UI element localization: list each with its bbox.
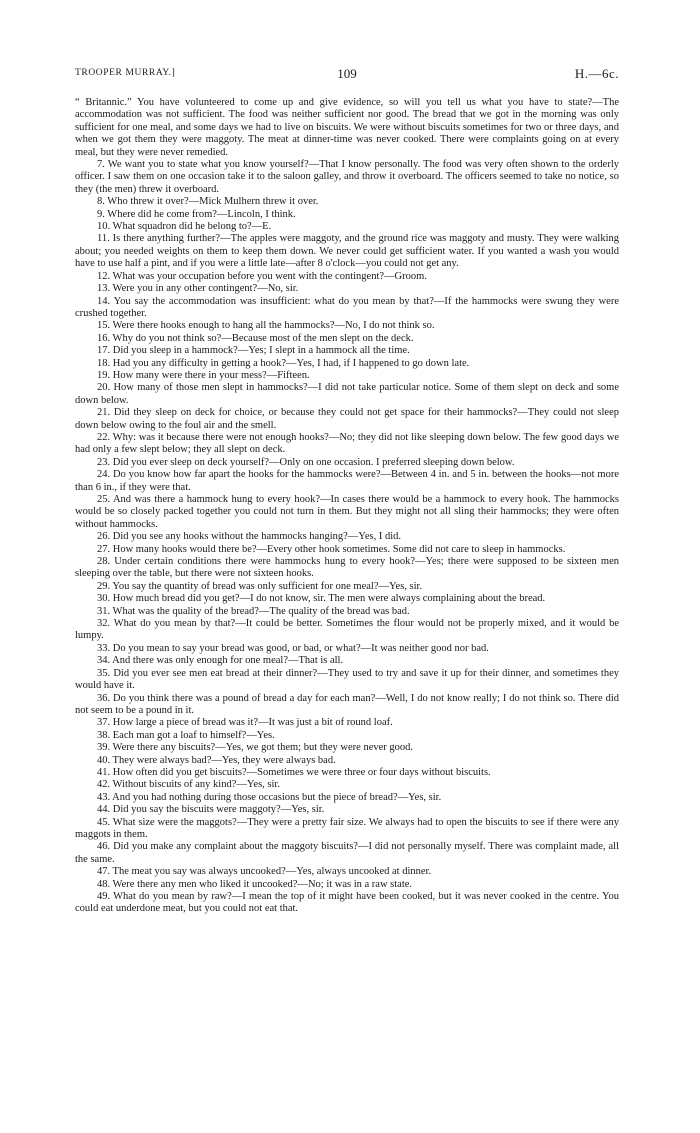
paragraph: 48. Were there any men who liked it uncooked?—No; it was in a raw state.: [97, 878, 413, 890]
paragraph: 45. What size were the maggots?—They were a pretty fair size. We always had to open the biscuits to see if there were any maggots in them.: [75, 816, 619, 840]
paragraph: 30. How much bread did you get?—I do not know, sir. The men were always complaining about the bread.: [97, 593, 546, 605]
paragraph: 32. What do you mean by that?—It could be better. Sometimes the flour would not be properly mixed, and it would be lumpy.: [75, 618, 619, 642]
paragraph: 13. Were you in any other contingent?—No, sir.: [97, 283, 299, 295]
paragraph: 9. Where did he come from?—Lincoln, I think.: [97, 208, 296, 220]
paragraph: 19. How many were there in your mess?—Fifteen.: [97, 369, 310, 381]
page-body: [75, 97, 619, 916]
paragraph: 15. Were there hooks enough to hang all the hammocks?—No, I do not think so.: [97, 320, 435, 332]
paragraph: 17. Did you sleep in a hammock?—Yes; I slept in a hammock all the time.: [97, 345, 410, 357]
paragraph: 31. What was the quality of the bread?—The quality of the bread was bad.: [97, 605, 410, 617]
paragraph: 43. And you had nothing during those occasions but the piece of bread?—Yes, sir.: [97, 791, 442, 803]
paragraph: 7. We want you to state what you know yourself?—That I know personally. The food was very often shown to the orderly officer. I saw them on one occasion take it to the saloon galley, and throw it overboard. The officers seemed to take no notice, so they (the men) threw it overboard.: [75, 159, 619, 195]
paragraph: 41. How often did you get biscuits?—Sometimes we were three or four days without biscuits.: [97, 766, 491, 778]
paragraph: 46. Did you make any complaint about the maggoty biscuits?—I did not personally myself. There was complaint made, all the same.: [75, 841, 619, 865]
paragraph: 24. Do you know how far apart the hooks for the hammocks were?—Between 4 in. and 5 in. between the hooks—not more than 6 in., if they were that.: [75, 469, 619, 493]
page-number: 109: [337, 66, 357, 81]
paragraph: 35. Did you ever see men eat bread at their dinner?—They used to try and save it up for their dinner, and sometimes they would have it.: [75, 667, 619, 692]
paragraph: 34. And there was only enough for one meal?—That is all.: [97, 655, 344, 667]
paragraph: 8. Who threw it over?—Mick Mulhern threw it over.: [97, 196, 319, 208]
paragraph: 18. Had you any difficulty in getting a hook?—Yes, I had, if I happened to go down late.: [97, 357, 470, 369]
paragraph: 27. How many hooks would there be?—Every other hook sometimes. Some did not care to sleep in hammocks.: [97, 543, 566, 555]
paragraph: 25. And was there a hammock hung to every hook?—In cases there would be a hammock to every hook. The hammocks would be so closely packed together you could not turn in them. But they might not all sling their hammocks; they were often without hammocks.: [75, 494, 619, 530]
paragraph: 28. Under certain conditions there were hammocks hung to every hook?—Yes; there were supposed to be sixteen men sleeping over the table, but there were not sixteen hooks.: [75, 556, 619, 580]
paragraph: 38. Each man got a loaf to himself?—Yes.: [97, 729, 275, 741]
paragraph: 49. What do you mean by raw?—I mean the top of it might have been cooked, but it was never cooked in the centre. You could eat underdone meat, but you could not eat that.: [75, 891, 619, 915]
paragraph: 42. Without biscuits of any kind?—Yes, sir.: [97, 779, 280, 791]
paragraph: 16. Why do you not think so?—Because most of the men slept on the deck.: [97, 332, 414, 344]
paragraph: 22. Why: was it because there were not enough hooks?—No; they did not like sleeping down below. The few good days we had only a few slept below; they all slept on deck.: [75, 431, 619, 456]
paragraph: 44. Did you say the biscuits were maggoty?—Yes, sir.: [97, 804, 325, 816]
paragraph: 26. Did you see any hooks without the hammocks hanging?—Yes, I did.: [97, 531, 401, 543]
paragraph: 10. What squadron did he belong to?—E.: [97, 221, 272, 233]
paragraph: “ Britannic.” You have volunteered to come up and give evidence, so will you tell us what you have to state?—The accommodation was not sufficient. The food was neither sufficient nor good. The bread that we got in the morning was only sufficient for one meal, and some days we had to live on biscuits. We were without biscuits sometimes for two or three days, and when we got them they were maggoty. The meat at dinner-time was never cooked. There were complaints going on at every meal, but they were never remedied.: [75, 97, 619, 158]
paragraph: 36. Do you think there was a pound of bread a day for each man?—Well, I do not know really; I do not think so. There did not seem to be a pound in it.: [75, 692, 619, 716]
paragraph: 39. Were there any biscuits?—Yes, we got them; but they were never good.: [97, 742, 414, 754]
paragraph: 21. Did they sleep on deck for choice, or because they could not get space for their hammocks?—They could not sleep down below owing to the foul air and the smell.: [75, 407, 619, 431]
paragraph: 40. They were always bad?—Yes, they were always bad.: [97, 754, 336, 766]
paragraph: 20. How many of those men slept in hammocks?—I did not take particular notice. Some of them slept on deck and some down below.: [75, 382, 619, 406]
paragraph: 12. What was your occupation before you went with the contingent?—Groom.: [97, 270, 427, 282]
paragraph: 47. The meat you say was always uncooked?—Yes, always uncooked at dinner.: [97, 866, 432, 878]
document-reference: H.—6c.: [574, 66, 619, 81]
paragraph: 23. Did you ever sleep on deck yourself?—Only on one occasion. I preferred sleeping down below.: [97, 456, 515, 468]
running-head: TROOPER MURRAY.]: [75, 68, 176, 78]
paragraph: 29. You say the quantity of bread was only sufficient for one meal?—Yes, sir.: [97, 580, 423, 592]
paragraph: 33. Do you mean to say your bread was good, or bad, or what?—It was neither good nor bad.: [97, 642, 489, 654]
paragraph: 37. How large a piece of bread was it?—It was just a bit of round loaf.: [97, 717, 393, 729]
page-header: [75, 66, 619, 86]
paragraph: 14. You say the accommodation was insufficient: what do you mean by that?—If the hammocks were swung they were crushed together.: [75, 295, 619, 319]
paragraph: 11. Is there anything further?—The apples were maggoty, and the ground rice was maggoty and musty. They were walking about; you needed weights on them to keep them down. We never could get sufficient water. If you wanted a wash you would have to use half a pint, and if you were a little late—after 8 o'clock—you could not get any.: [75, 233, 619, 270]
